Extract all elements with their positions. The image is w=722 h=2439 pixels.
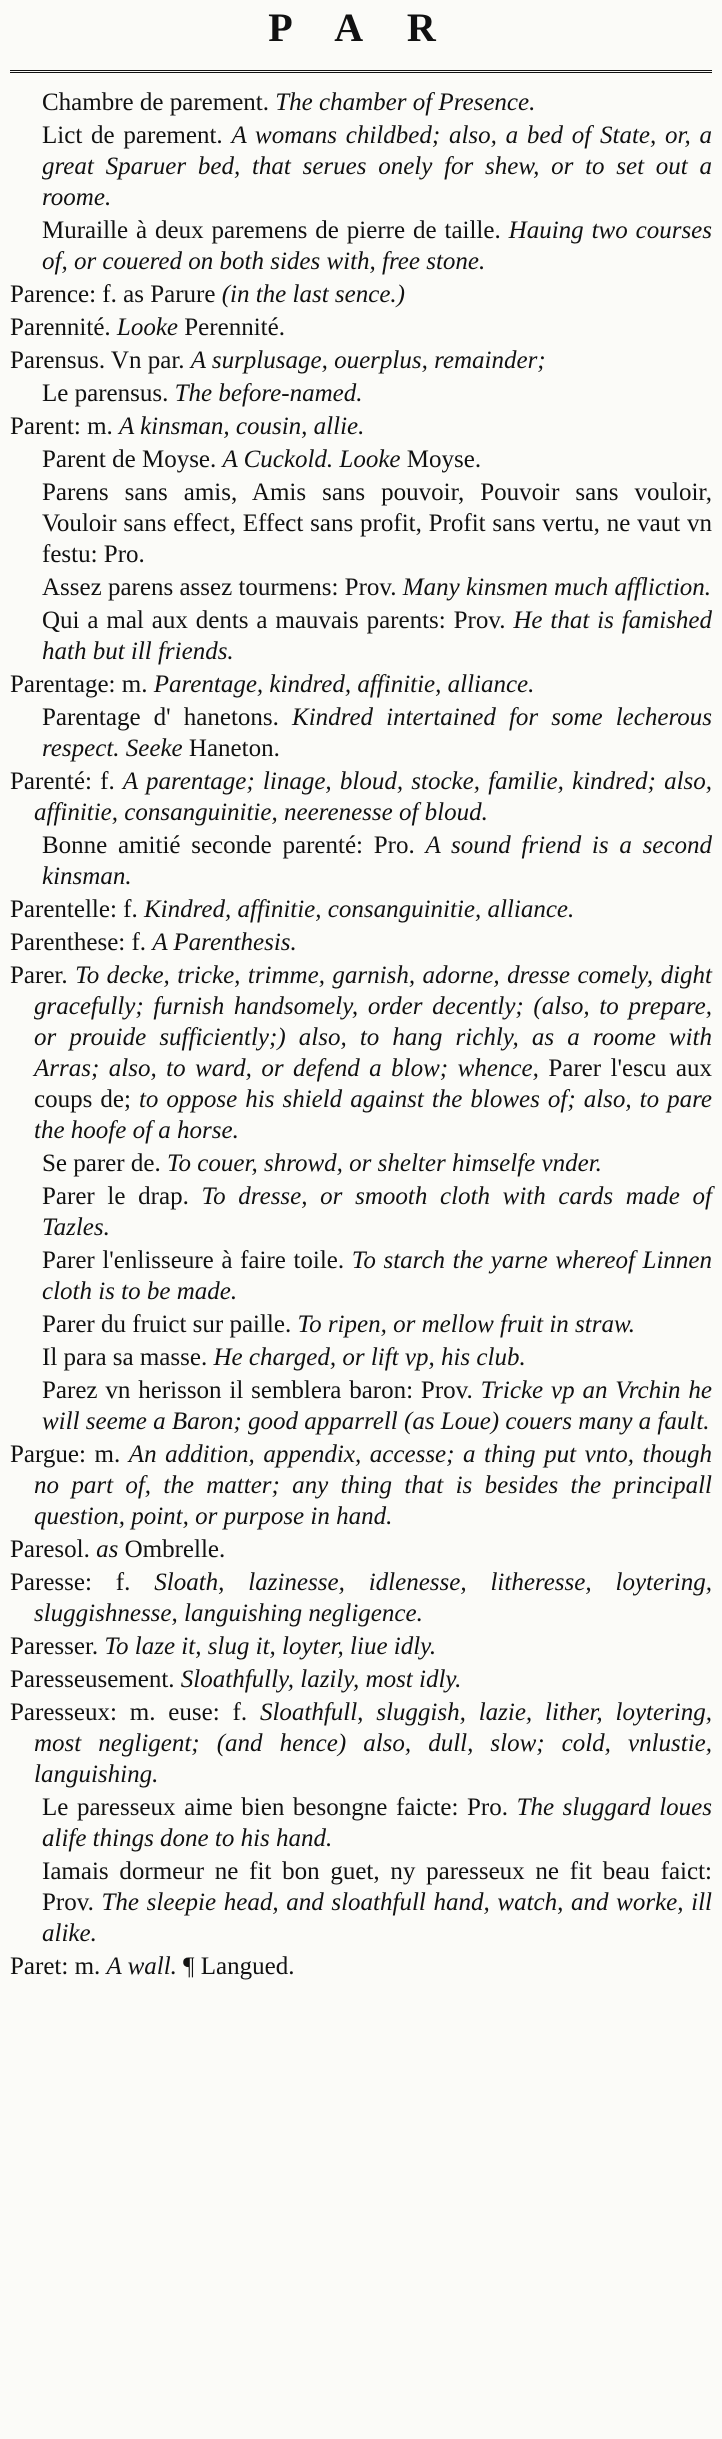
english-text: He that is famished hath but ill friends. xyxy=(42,607,712,665)
english-text: (in the last sence.) xyxy=(221,281,405,308)
french-text: Qui a mal aux dents a mauvais parents: Prov. xyxy=(42,607,506,634)
french-text: Le paresseux aime bien besongne faicte: Pro. xyxy=(42,1794,508,1821)
french-text: Paresseusement. xyxy=(10,1666,175,1693)
french-text: Parer du fruict sur paille. xyxy=(42,1311,292,1338)
dictionary-subentry xyxy=(10,1856,712,1949)
dictionary-entry xyxy=(10,312,712,343)
french-text: Paret: m. xyxy=(10,1953,101,1980)
dictionary-entry xyxy=(10,1951,712,1982)
english-text: Tricke vp an Vrchin he will seeme a Baron; good apparrell (as Loue) couers many a fault. xyxy=(42,1377,712,1435)
english-text: to oppose his shield against the blowes of; also, to pare the hoofe of a horse. xyxy=(34,1086,713,1144)
french-text: Il para sa masse. xyxy=(42,1344,208,1371)
dictionary-subentry xyxy=(10,444,712,475)
english-text: A sound friend is a second kinsman. xyxy=(42,832,713,890)
dictionary-entry xyxy=(10,960,712,1146)
dictionary-subentry xyxy=(10,572,712,603)
dictionary-subentry xyxy=(10,477,712,570)
english-text: He charged, or lift vp, his club. xyxy=(213,1344,526,1371)
dictionary-entry xyxy=(10,669,712,700)
french-text: Parenté: f. xyxy=(10,768,115,795)
english-text: A Cuckold. Looke xyxy=(222,446,401,473)
dictionary-entry xyxy=(10,1697,712,1790)
french-text: Parennité. xyxy=(10,314,111,341)
dictionary-subentry xyxy=(10,702,712,764)
french-text: Muraille à deux paremens de pierre de taille. xyxy=(42,217,501,244)
english-text: Parentage, kindred, affinitie, alliance. xyxy=(153,671,535,698)
french-text: Parensus. Vn par. xyxy=(10,347,185,374)
french-text: Pargue: m. xyxy=(10,1441,121,1468)
dictionary-entry xyxy=(10,411,712,442)
french-text: Parer le drap. xyxy=(42,1183,189,1210)
french-text: Parenthese: f. xyxy=(10,929,147,956)
english-text: To laze it, slug it, loyter, liue idly. xyxy=(104,1633,437,1660)
pilcrow-mark: ¶ xyxy=(183,1953,195,1980)
english-text: To starch the yarne whereof Linnen cloth is to be made. xyxy=(42,1247,712,1305)
english-text: Hauing two courses of, or couered on both sides with, free stone. xyxy=(42,217,712,275)
dictionary-subentry xyxy=(10,830,712,892)
french-text: Parentage: m. xyxy=(10,671,148,698)
french-text: Parent: m. xyxy=(10,413,113,440)
english-text: The sleepie head, and sloathfull hand, watch, and worke, ill alike. xyxy=(42,1889,712,1947)
french-text: Parens sans amis, Amis sans pouvoir, Pouvoir sans vouloir, Vouloir sans effect, Effect sans profit, Profit sans vertu, ne vaut vn festu: Pro. xyxy=(42,479,712,568)
french-text: Paresseux: m. euse: f. xyxy=(10,1699,248,1726)
english-text: A Parenthesis. xyxy=(152,929,297,956)
french-text: Se parer de. xyxy=(42,1150,161,1177)
english-text: The chamber of Presence. xyxy=(275,89,536,116)
dictionary-subentry xyxy=(10,87,712,118)
french-text: Paresse: f. xyxy=(10,1569,131,1596)
dictionary-subentry xyxy=(10,378,712,409)
english-text: A wall. xyxy=(106,1953,177,1980)
dictionary-subentry xyxy=(10,1181,712,1243)
dictionary-subentry xyxy=(10,1148,712,1179)
english-text: To ripen, or mellow fruit in straw. xyxy=(297,1311,636,1338)
french-text: Lict de parement. xyxy=(42,122,223,149)
dictionary-entry xyxy=(10,766,712,828)
dictionary-subentry xyxy=(10,1309,712,1340)
page-header: P A R xyxy=(268,5,454,50)
english-text: An addition, appendix, accesse; a thing put vnto, though no part of, the matter; any thing that is besides the principall question, point, or purpose in hand. xyxy=(34,1441,712,1530)
french-text: Parent de Moyse. xyxy=(42,446,217,473)
dictionary-entry xyxy=(10,1567,712,1629)
english-text: Kindred intertained for some lecherous respect. Seeke xyxy=(42,704,712,762)
english-text: A surplusage, ouerplus, remainder; xyxy=(190,347,546,374)
french-text: Le parensus. xyxy=(42,380,169,407)
french-text: Parez vn herisson il semblera baron: Prov. xyxy=(42,1377,473,1404)
dictionary-subentry xyxy=(10,215,712,277)
dictionary-entry xyxy=(10,1439,712,1532)
french-text: Haneton. xyxy=(188,735,280,762)
french-text: Chambre de parement. xyxy=(42,89,269,116)
english-text: Many kinsmen much affliction. xyxy=(402,574,712,601)
dictionary-subentry xyxy=(10,605,712,667)
dictionary-subentry xyxy=(10,1245,712,1307)
dictionary-entry xyxy=(10,1631,712,1662)
english-text: To couer, shrowd, or shelter himselfe vnder. xyxy=(166,1150,602,1177)
dictionary-entry xyxy=(10,894,712,925)
french-text: Parer. xyxy=(10,962,68,989)
french-text: Moyse. xyxy=(406,446,482,473)
french-text: Assez parens assez tourmens: Prov. xyxy=(42,574,397,601)
english-text: To dresse, or smooth cloth with cards made of Tazles. xyxy=(42,1183,713,1241)
english-text: A womans childbed; also, a bed of State, or, a great Sparuer bed, that serues onely for shew, or to set out a roome. xyxy=(42,122,712,211)
french-text: Ombrelle. xyxy=(124,1536,226,1563)
french-text: Parentage d' hanetons. xyxy=(42,704,279,731)
dictionary-entry xyxy=(10,1664,712,1695)
french-text: Bonne amitié seconde parenté: Pro. xyxy=(42,832,415,859)
header-rule xyxy=(10,70,712,73)
dictionary-subentry xyxy=(10,1375,712,1437)
french-text: Perennité. xyxy=(184,314,285,341)
english-text: To decke, tricke, trimme, garnish, adorne, dresse comely, dight gracefully; furnish handsomely, order decently; (also, to prepare, or prouide sufficiently;) also, to hang richly, as a roome with Arras; also, to ward, or defend a blow; whence, xyxy=(34,962,712,1082)
french-text: Paresser. xyxy=(10,1633,99,1660)
dictionary-subentry xyxy=(10,1792,712,1854)
dictionary-entry xyxy=(10,279,712,310)
dictionary-entry xyxy=(10,1534,712,1565)
english-text: The sluggard loues alife things done to his hand. xyxy=(42,1794,712,1852)
dictionary-subentry xyxy=(10,120,712,213)
dictionary-entry xyxy=(10,927,712,958)
english-text: Looke xyxy=(116,314,179,341)
french-text: Parence: f. as Parure xyxy=(10,281,216,308)
french-text: Parer l'escu aux coups de; xyxy=(34,1055,713,1113)
french-text: Paresol. xyxy=(10,1536,90,1563)
english-text: The before-named. xyxy=(174,380,363,407)
english-text: Sloathfull, sluggish, lazie, lither, loytering, most negligent; (and hence) also, dull, slow; cold, vnlustie, languishing. xyxy=(34,1699,713,1788)
english-text: Sloathfully, lazily, most idly. xyxy=(180,1666,462,1693)
french-text: Iamais dormeur ne fit bon guet, ny paresseux ne fit beau faict: Prov. xyxy=(42,1858,712,1916)
french-text: Parentelle: f. xyxy=(10,896,138,923)
english-text: A kinsman, cousin, allie. xyxy=(119,413,365,440)
entries-list xyxy=(10,87,712,1982)
dictionary-subentry xyxy=(10,1342,712,1373)
dictionary-entry xyxy=(10,345,712,376)
english-text: Sloath, lazinesse, idlenesse, litheresse, loytering, sluggishnesse, languishing negligence. xyxy=(34,1569,713,1627)
english-text: Kindred, affinitie, consanguinitie, alliance. xyxy=(143,896,575,923)
french-text: Parer l'enlisseure à faire toile. xyxy=(42,1247,345,1274)
english-text: A parentage; linage, bloud, stocke, familie, kindred; also, affinitie, consanguinitie, neerenesse of bloud. xyxy=(34,768,713,826)
french-text: Langued. xyxy=(200,1953,295,1980)
english-text: as xyxy=(96,1536,119,1563)
